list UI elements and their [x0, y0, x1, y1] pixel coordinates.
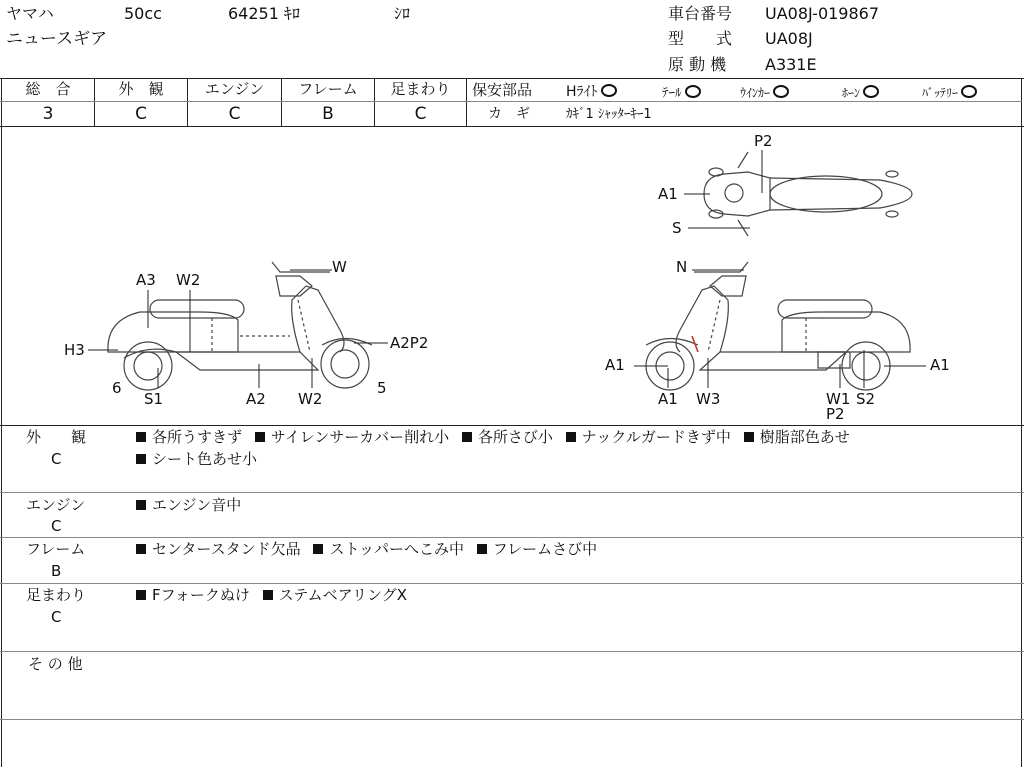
diagram-label: S1 — [144, 390, 164, 408]
remark-item: ステムベアリングX — [278, 586, 407, 604]
engine-model-label: 原 動 機 — [668, 55, 727, 74]
remark-line — [136, 430, 850, 445]
safety-winker — [740, 85, 789, 99]
score-suspension: C — [414, 104, 427, 124]
remark-category: エンジン — [26, 496, 86, 514]
remark-item: センタースタンド欠品 — [152, 540, 301, 558]
score-exterior: C — [135, 104, 147, 124]
diagram-label: W — [332, 258, 347, 276]
remark-line — [136, 588, 407, 603]
score-exterior-label: 外 観 — [118, 80, 164, 98]
remark-category: フレーム — [26, 540, 86, 558]
remark-category: 足まわり — [26, 586, 87, 604]
remark-item: ストッパーへこみ中 — [329, 540, 464, 558]
diagram-label: S — [672, 219, 682, 237]
remark-item: Fフォークぬけ — [152, 586, 250, 604]
divider — [0, 425, 1024, 426]
diagram-label: A1 — [605, 356, 625, 374]
remark-item: エンジン音中 — [152, 496, 242, 514]
bullet-square-icon — [136, 544, 146, 554]
score-total-label: 総 合 — [25, 80, 71, 98]
score-frame-label: フレーム — [298, 80, 358, 98]
diagram-label: A1 — [658, 185, 678, 203]
ok-circle-icon — [863, 85, 879, 98]
frame-number: UA08J-019867 — [765, 4, 880, 23]
frame-number-label: 車台番号 — [668, 4, 733, 23]
score-total: 3 — [42, 104, 54, 124]
divider — [0, 78, 1024, 79]
safety-headlight — [566, 84, 617, 99]
model-name: ニュースギア — [6, 29, 108, 49]
safety-horn — [842, 85, 879, 99]
remark-grade: C — [51, 517, 62, 535]
diagram-label: A1 — [658, 390, 678, 408]
diagram-label: A2 — [246, 390, 266, 408]
mileage: 64251 ｷﾛ — [228, 4, 300, 23]
score-engine-label: エンジン — [204, 80, 265, 98]
key-label: カ ギ — [488, 106, 530, 122]
safety-horn-label: ﾎｰﾝ — [842, 86, 861, 100]
ok-circle-icon — [773, 85, 789, 98]
remark-grade: B — [51, 562, 62, 580]
divider — [0, 101, 1022, 102]
bullet-square-icon — [255, 432, 265, 442]
remark-line — [136, 542, 597, 557]
diagram-label: W1 — [826, 390, 851, 408]
diagram-label: W2 — [298, 390, 323, 408]
safety-tail-label: ﾃｰﾙ — [662, 86, 682, 101]
ok-circle-icon — [601, 84, 617, 97]
bullet-square-icon — [566, 432, 576, 442]
key-value: ｶｷﾞ1 ｼｬｯﾀｰｷｰ1 — [566, 107, 652, 122]
diagram-label: A1 — [930, 356, 950, 374]
divider — [0, 651, 1024, 652]
diagram-label: P2 — [826, 405, 845, 423]
safety-winker-label: ｳｲﾝｶｰ — [740, 86, 771, 100]
score-frame: B — [322, 104, 334, 124]
model-type-label: 型 式 — [668, 29, 733, 48]
bullet-square-icon — [462, 432, 472, 442]
remark-category: そ の 他 — [28, 655, 83, 673]
displacement: 50cc — [124, 4, 162, 23]
remark-item: フレームさび中 — [492, 540, 598, 558]
diagram-label: A2P2 — [390, 334, 429, 352]
right-side-view — [646, 262, 910, 390]
bullet-square-icon — [136, 500, 146, 510]
divider — [0, 492, 1024, 493]
remark-item: 各所うすきず — [152, 428, 243, 446]
bullet-square-icon — [477, 544, 487, 554]
remark-item: サイレンサーカバー削れ小 — [270, 428, 450, 446]
diagram-label: A3 — [136, 271, 156, 289]
bullet-square-icon — [744, 432, 754, 442]
remark-line — [136, 498, 241, 513]
remark-line — [136, 452, 257, 467]
diagram-label: P2 — [754, 132, 773, 150]
safety-label: 保安部品 — [472, 81, 533, 99]
bullet-square-icon — [136, 590, 146, 600]
safety-battery — [922, 85, 977, 99]
remark-item: シート色あせ小 — [152, 450, 258, 468]
remark-item: 各所さび小 — [477, 428, 553, 446]
bullet-square-icon — [313, 544, 323, 554]
score-engine: C — [228, 104, 241, 124]
diagram-label: 5 — [377, 379, 387, 397]
bullet-square-icon — [263, 590, 273, 600]
diagram-label: S2 — [856, 390, 876, 408]
engine-model: A331E — [765, 55, 817, 74]
ok-circle-icon — [685, 85, 701, 98]
divider — [0, 537, 1024, 538]
diagram-label: 6 — [112, 379, 122, 397]
remark-grade: C — [51, 608, 62, 626]
diagram-label: H3 — [64, 341, 85, 359]
bullet-square-icon — [136, 432, 146, 442]
diagram-label: N — [676, 258, 688, 276]
safety-battery-label: ﾊﾞｯﾃﾘｰ — [922, 86, 959, 100]
diagram-label: W2 — [176, 271, 201, 289]
ok-circle-icon — [961, 85, 977, 98]
top-view — [704, 152, 912, 236]
safety-headlight-label: Hﾗｲﾄ — [566, 84, 598, 100]
safety-tail — [662, 85, 701, 100]
remark-category: 外 観 — [26, 428, 87, 446]
scooter-diagram — [0, 127, 1024, 425]
remark-item: 樹脂部色あせ — [759, 428, 850, 446]
model-type: UA08J — [765, 29, 813, 48]
score-suspension-label: 足まわり — [390, 80, 451, 98]
bullet-square-icon — [136, 454, 146, 464]
divider — [0, 583, 1024, 584]
divider — [0, 719, 1024, 720]
divider — [466, 78, 467, 126]
maker: ヤマハ — [6, 4, 54, 23]
color: ｼﾛ — [394, 4, 411, 23]
diagram-label: W3 — [696, 390, 721, 408]
remark-grade: C — [51, 450, 62, 468]
remark-item: ナックルガードきず中 — [581, 428, 731, 446]
